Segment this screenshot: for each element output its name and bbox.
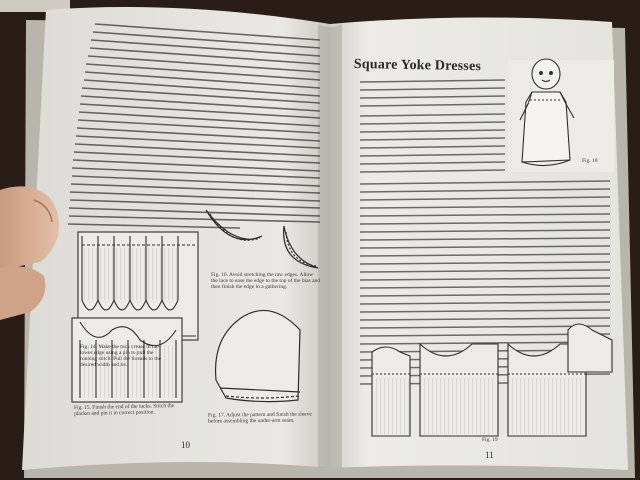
left-page-number: 10 xyxy=(181,440,190,450)
fig19-shading-c xyxy=(510,378,584,434)
page-heading: Square Yoke Dresses xyxy=(353,57,482,75)
fig16-caption: Fig. 16. Avoid stretching the raw edges. Allow the lace to ease the edge to the top of the bias and then finish the edge in a gathering. xyxy=(211,272,321,291)
gutter-shadow xyxy=(318,24,342,468)
fig18-caption: Fig. 18 xyxy=(582,158,598,164)
fig14-caption: Fig. 14. Make the tuck crease in the lower edge using a pin to pull the running stitch. Pull the threads to the desired width and tie. xyxy=(80,344,162,369)
fig19-shading-b xyxy=(422,378,496,434)
fig14-shading xyxy=(82,248,178,300)
fig19-shading-a xyxy=(374,378,410,434)
fig17-caption: Fig. 17. Adjust the pattern and finish the sleeve before assembling the under-arm seam. xyxy=(207,411,312,425)
right-page-number: 11 xyxy=(485,450,494,460)
fig15-caption: Fig. 15. Finish the end of the tucks. Stitch the placket and pin it in correct position. xyxy=(73,403,175,418)
fig19-caption: Fig. 19 xyxy=(482,437,498,443)
